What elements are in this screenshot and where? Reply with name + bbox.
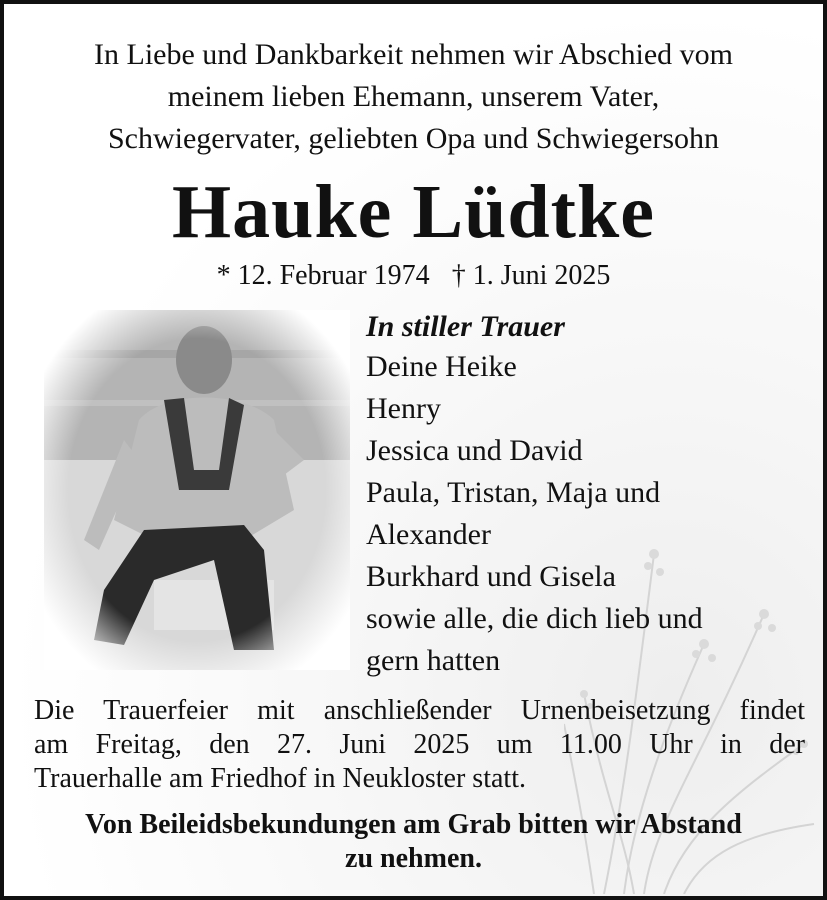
service-info <box>34 694 805 796</box>
intro-line-3: Schwiegervater, geliebten Opa und Schwiegersohn <box>107 122 720 155</box>
portrait-photo <box>44 310 350 670</box>
birth-date: * 12. Februar 1974 <box>216 260 430 291</box>
death-date: † 1. Juni 2025 <box>451 260 611 291</box>
deceased-name: Hauke Lüdtke <box>172 170 655 254</box>
mourner-line: Deine Heike <box>366 350 517 383</box>
mourner-line: Jessica und David <box>366 434 583 467</box>
intro-line-1: In Liebe und Dankbarkeit nehmen wir Abschied vom <box>94 38 733 71</box>
service-line-1: Die Trauerfeier mit anschließender Urnenbeisetzung findet <box>34 695 805 726</box>
service-line-2: am Freitag, den 27. Juni 2025 um 11.00 Uhr in der <box>34 729 805 760</box>
closing-line-2: zu nehmen. <box>345 843 482 874</box>
intro-text <box>24 34 803 160</box>
mourner-line: Paula, Tristan, Maja und <box>366 476 661 509</box>
mourners-list <box>366 308 806 682</box>
mourners-heading: In stiller Trauer <box>366 310 565 343</box>
closing-note <box>24 808 803 876</box>
mourner-line: Henry <box>366 392 441 425</box>
life-dates <box>4 258 823 294</box>
mourner-line: sowie alle, die dich lieb und <box>366 602 703 635</box>
mourner-line: gern hatten <box>366 644 501 677</box>
closing-line-1: Von Beileidsbekundungen am Grab bitten wir Abstand <box>85 809 742 840</box>
mourner-line: Alexander <box>366 518 491 551</box>
mourner-line: Burkhard und Gisela <box>366 560 616 593</box>
intro-line-2: meinem lieben Ehemann, unserem Vater, <box>167 80 660 113</box>
service-line-3: Trauerhalle am Friedhof in Neukloster statt. <box>34 763 526 794</box>
